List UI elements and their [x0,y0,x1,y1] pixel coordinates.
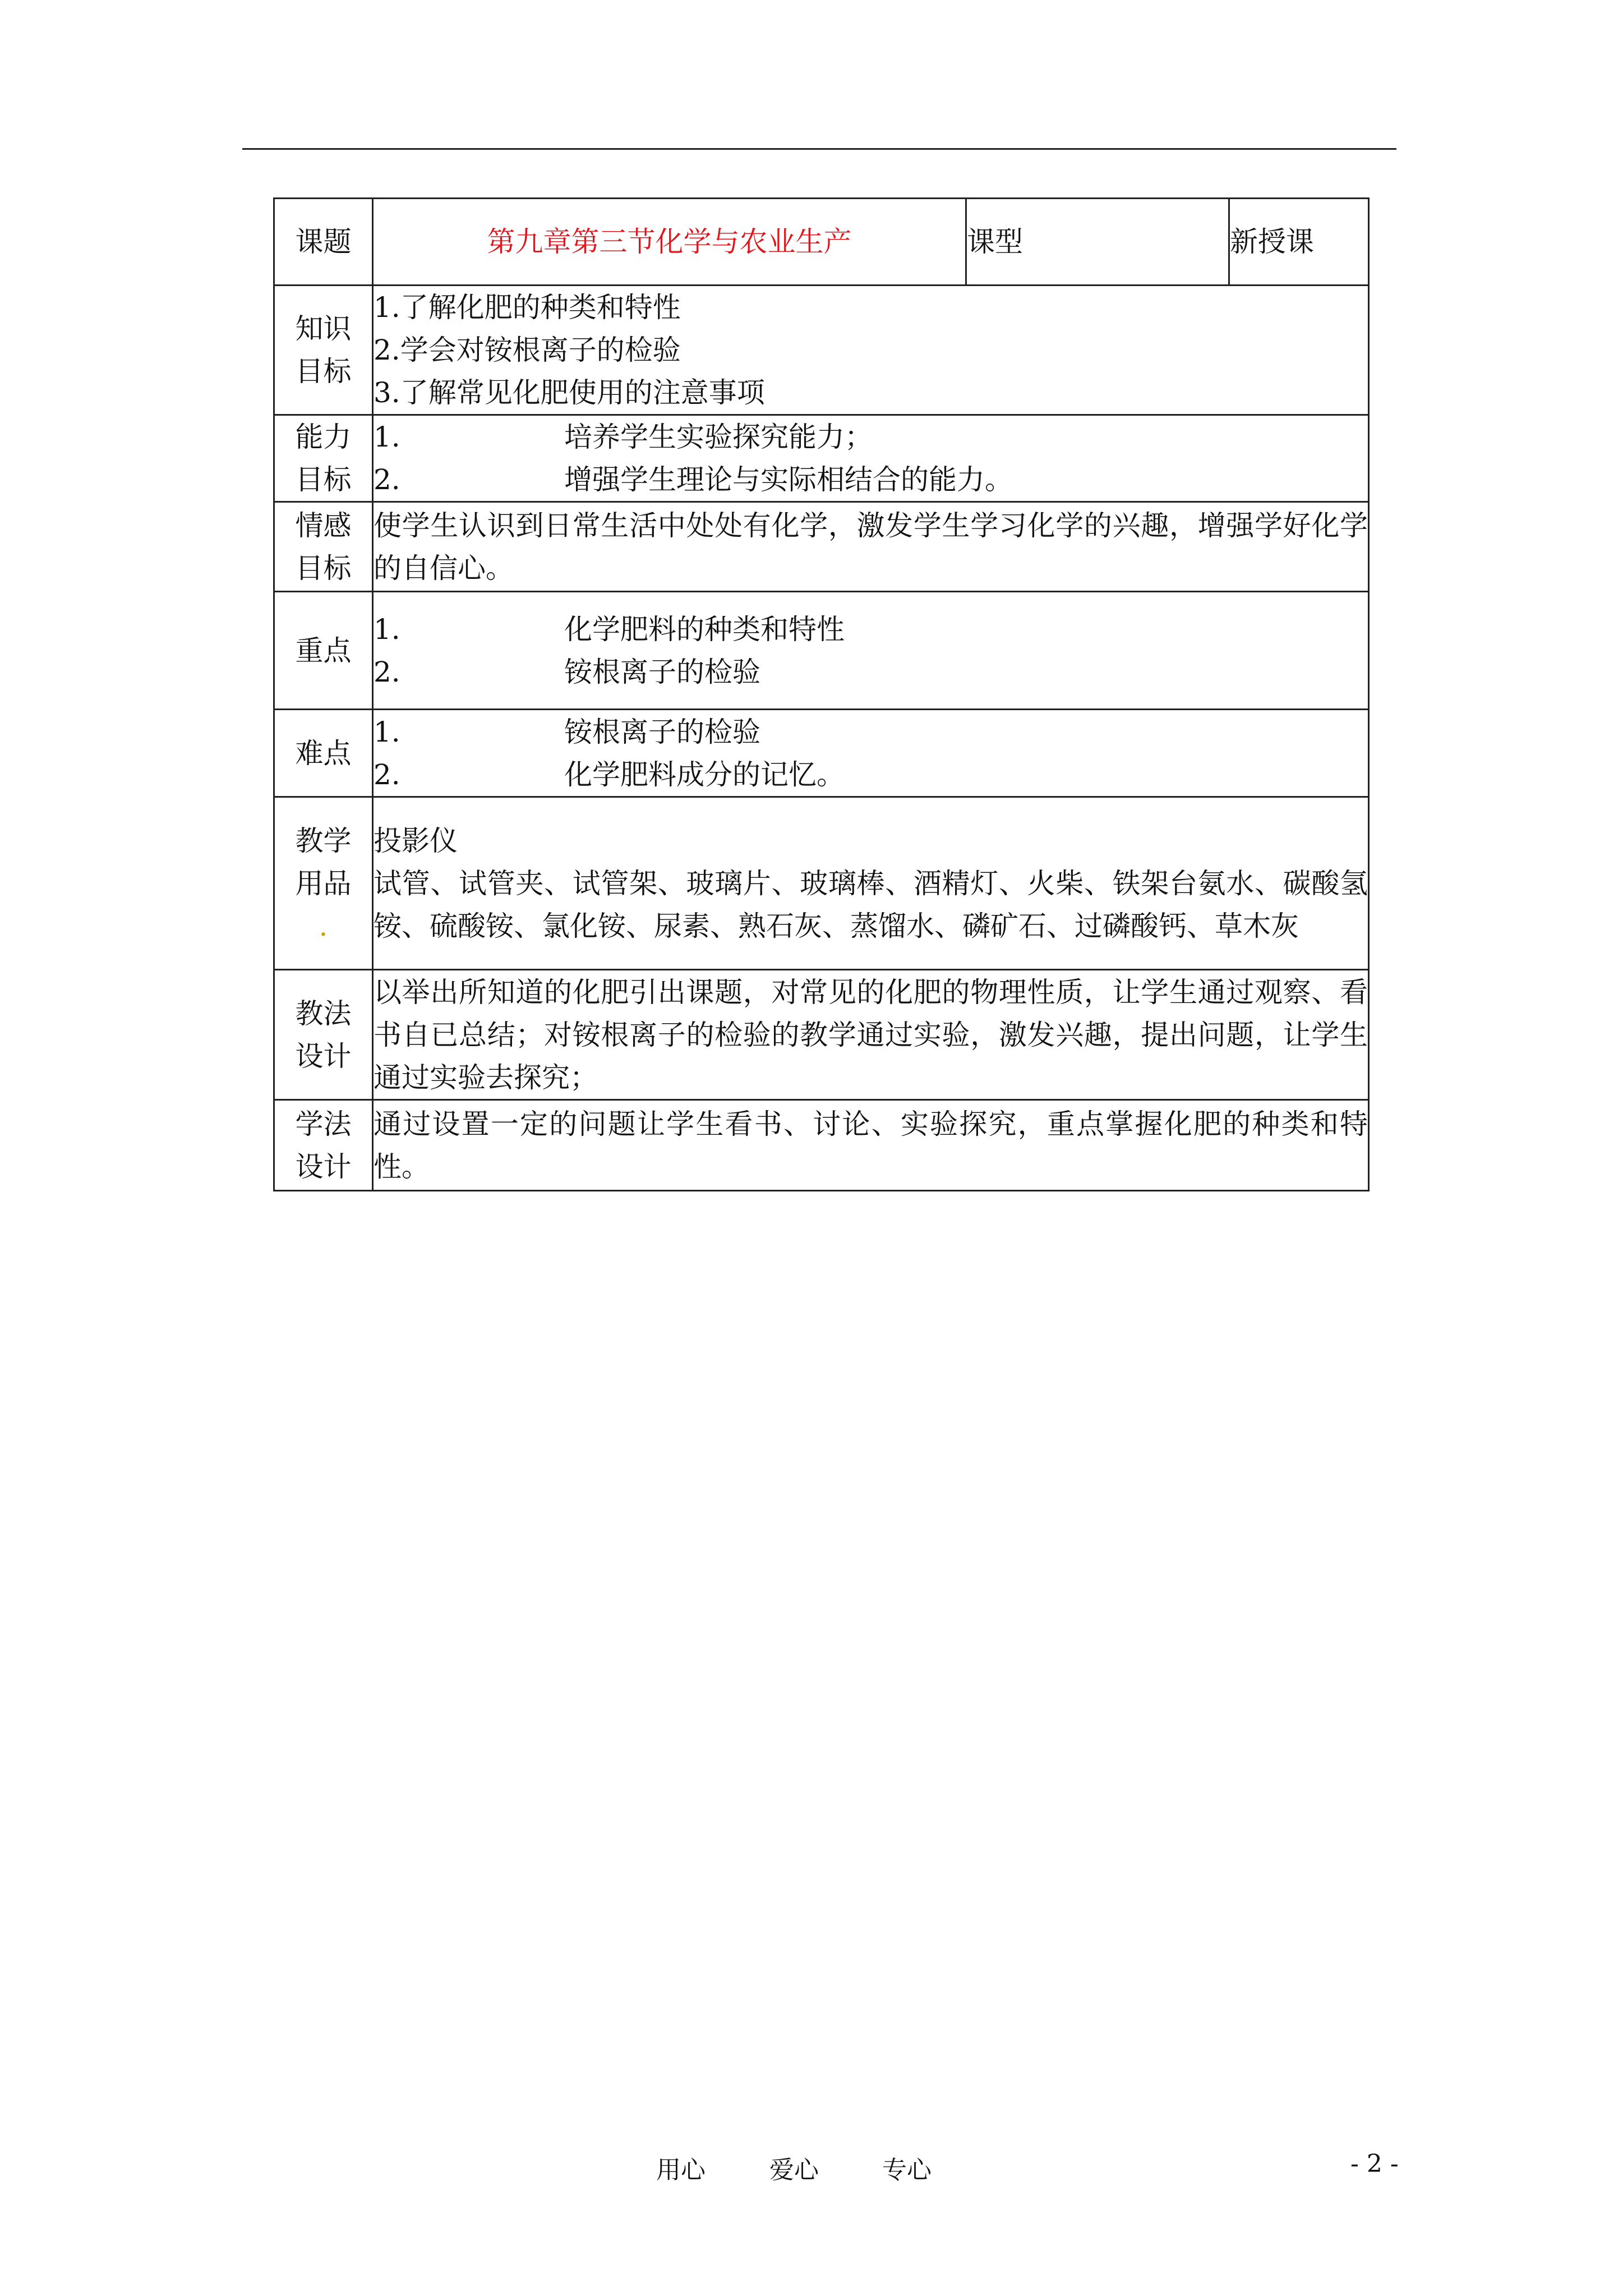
row-teaching-materials [274,797,1369,970]
footer-motto-1: 用心 [656,2156,706,2184]
key-point-item: 1. 化学肥料的种类和特性 [374,613,845,646]
teaching-materials-content: 投影仪 试管、试管夹、试管架、玻璃片、玻璃棒、酒精灯、火柴、铁架台氨水、碳酸氢铵、硫酸铵、氯化铵、尿素、熟石灰、蒸馏水、磷矿石、过磷酸钙、草木灰 [373,797,1369,970]
knowledge-goals-content [373,286,1369,415]
difficulty-item: 1. 铵根离子的检验 [374,715,760,748]
knowledge-goal-item: 3.了解常见化肥使用的注意事项 [374,376,765,409]
difficulty-item: 2. 化学肥料成分的记忆。 [374,758,845,791]
footer-motto-2: 爱心 [769,2156,819,2184]
topic-label: 课题 [274,199,373,286]
knowledge-goals-label: 知识 目标 [274,286,373,415]
footer-motto-3: 专心 [882,2156,932,2184]
difficulties-label: 难点 [274,710,373,797]
key-points-content [373,592,1369,710]
ability-goals-label: 能力 目标 [274,415,373,502]
page-number: - 2 - [1350,2150,1399,2178]
row-ability-goals [274,415,1369,502]
lesson-title: 第九章第三节化学与农业生产 [373,199,966,286]
ability-goals-content [373,415,1369,502]
yellow-dot-mark: . [319,909,328,942]
row-key-points [274,592,1369,710]
lesson-type-value: 新授课 [1229,199,1369,286]
knowledge-goal-item: 1.了解化肥的种类和特性 [374,291,681,324]
row-knowledge-goals [274,286,1369,415]
emotion-goals-label: 情感 目标 [274,502,373,592]
difficulties-content [373,710,1369,797]
row-topic [274,199,1369,286]
row-teaching-method [274,970,1369,1100]
ability-goal-item: 1. 培养学生实验探究能力； [374,421,873,453]
ability-goal-item: 2. 增强学生理论与实际相结合的能力。 [374,463,1013,496]
learning-method-content: 通过设置一定的问题让学生看书、讨论、实验探究，重点掌握化肥的种类和特性。 [373,1100,1369,1191]
row-emotion-goals [274,502,1369,592]
learning-method-label: 学法 设计 [274,1100,373,1191]
emotion-goals-content: 使学生认识到日常生活中处处有化学，激发学生学习化学的兴趣，增强学好化学的自信心。 [373,502,1369,592]
header-rule [242,148,1396,150]
key-points-label: 重点 [274,592,373,710]
key-point-item: 2. 铵根离子的检验 [374,655,760,688]
teaching-materials-label: 教学 用品 . [274,797,373,970]
teaching-method-content: 以举出所知道的化肥引出课题，对常见的化肥的物理性质，让学生通过观察、看书自已总结；对铵根离子的检验的教学通过实验，激发兴趣，提出问题，让学生通过实验去探究； [373,970,1369,1100]
row-learning-method [274,1100,1369,1191]
lesson-type-label: 课型 [966,199,1229,286]
lesson-plan-table [273,197,1370,1191]
knowledge-goal-item: 2.学会对铵根离子的检验 [374,334,681,366]
row-difficulties [274,710,1369,797]
teaching-method-label: 教法 设计 [274,970,373,1100]
